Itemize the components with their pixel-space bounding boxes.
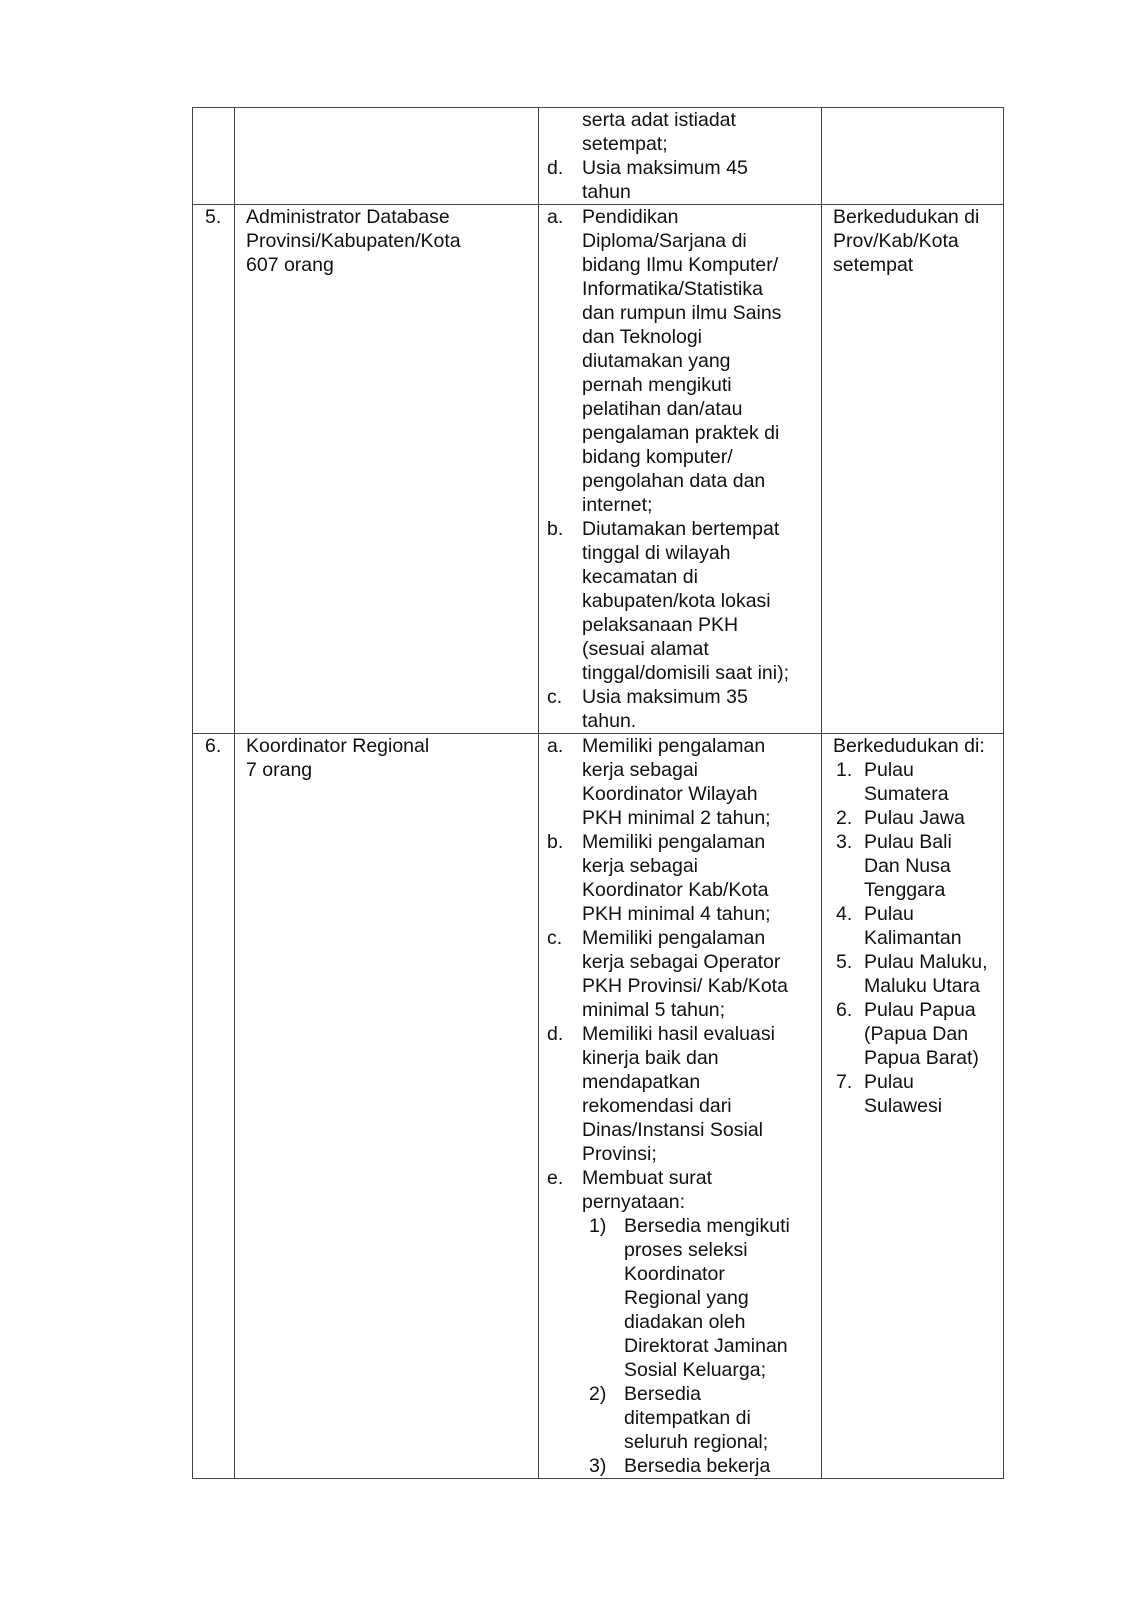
- text-line: rekomendasi dari: [582, 1095, 732, 1117]
- position-cell: [235, 205, 539, 734]
- text-line: kinerja baik dan: [582, 1047, 719, 1069]
- text-line: dan Teknologi: [582, 326, 702, 348]
- table-row-continuation: [193, 108, 1004, 205]
- text-line: pengalaman praktek di: [582, 422, 780, 444]
- text-line: PKH minimal 2 tahun;: [582, 807, 771, 829]
- location-item: [833, 902, 993, 950]
- text-line: Koordinator: [624, 1263, 725, 1285]
- row-number: 5.: [193, 205, 235, 734]
- location-marker: 1.: [836, 759, 853, 781]
- text-line: Koordinator Wilayah: [582, 783, 758, 805]
- position-title: Koordinator Regional: [246, 735, 430, 757]
- text-line: Usia maksimum 35: [582, 686, 748, 708]
- location-item: [833, 998, 993, 1070]
- text-line: Usia maksimum 45: [582, 157, 748, 179]
- location-marker: 4.: [836, 903, 853, 925]
- text-line: Regional yang: [624, 1287, 749, 1309]
- text-line: kerja sebagai: [582, 759, 698, 781]
- table-row: [193, 205, 1004, 734]
- location-item: [833, 1070, 993, 1118]
- text-line: bidang komputer/: [582, 446, 733, 468]
- statement-marker: 3): [589, 1455, 607, 1477]
- location-text: Prov/Kab/Kota: [833, 230, 959, 252]
- text-line: kerja sebagai Operator: [582, 951, 781, 973]
- requirement-item: [547, 1166, 817, 1214]
- location-marker: 6.: [836, 999, 853, 1021]
- text-line: tinggal/domisili saat ini);: [582, 662, 790, 684]
- text-line: Provinsi;: [582, 1143, 657, 1165]
- item-marker: e.: [547, 1167, 564, 1189]
- text-line: Sulawesi: [864, 1095, 943, 1117]
- location-cell: [822, 108, 1004, 205]
- text-line: Bersedia: [624, 1383, 701, 1405]
- text-line: dan rumpun ilmu Sains: [582, 302, 782, 324]
- requirement-item: [547, 685, 817, 733]
- text-line: Pulau Papua: [864, 999, 976, 1021]
- item-marker: b.: [547, 831, 564, 853]
- text-line: Kalimantan: [864, 927, 962, 949]
- text-line: kabupaten/kota lokasi: [582, 590, 771, 612]
- statement-marker: 2): [589, 1383, 607, 1405]
- text-line: kecamatan di: [582, 566, 698, 588]
- location-marker: 5.: [836, 951, 853, 973]
- text-line: pernyataan:: [582, 1191, 685, 1213]
- text-line: pengolahan data dan: [582, 470, 766, 492]
- text-line: Dan Nusa: [864, 855, 951, 877]
- position-quota: 7 orang: [246, 759, 313, 781]
- requirements-cell: [539, 108, 822, 205]
- location-item: [833, 758, 993, 806]
- requirement-item: [547, 517, 817, 685]
- item-marker: b.: [547, 518, 564, 540]
- text-line: Tenggara: [864, 879, 946, 901]
- requirement-item: [547, 734, 817, 830]
- requirement-item: [547, 205, 817, 517]
- location-item: [833, 950, 993, 998]
- item-marker: d.: [547, 1023, 564, 1045]
- requirement-item: [547, 926, 817, 1022]
- position-title: Provinsi/Kabupaten/Kota: [246, 230, 461, 252]
- text-line: mendapatkan: [582, 1071, 701, 1093]
- text-line: tahun.: [582, 710, 637, 732]
- position-title: Administrator Database: [246, 206, 450, 228]
- requirement-item: [547, 830, 817, 926]
- text-line: Sosial Keluarga;: [624, 1359, 767, 1381]
- text-line: Membuat surat: [582, 1167, 713, 1189]
- text-line: Pulau Jawa: [864, 807, 965, 829]
- item-marker: c.: [547, 686, 563, 708]
- text-line: Memiliki pengalaman: [582, 831, 766, 853]
- statement-item: [547, 1454, 817, 1478]
- text-line: (Papua Dan: [864, 1023, 969, 1045]
- text-line: Bersedia mengikuti: [624, 1215, 790, 1237]
- text-line: Maluku Utara: [864, 975, 980, 997]
- text-line: Pulau: [864, 759, 914, 781]
- text-line: pelaksanaan PKH: [582, 614, 739, 636]
- requirement-item: [547, 1022, 817, 1166]
- table-row: [193, 734, 1004, 1479]
- text-line: Bersedia bekerja: [624, 1455, 771, 1477]
- text-line: Diutamakan bertempat: [582, 518, 780, 540]
- text-line: Koordinator Kab/Kota: [582, 879, 769, 901]
- item-marker: d.: [547, 157, 564, 179]
- requirement-item: [547, 156, 817, 204]
- location-cell: [822, 734, 1004, 1479]
- text-line: diadakan oleh: [624, 1311, 746, 1333]
- text-line: minimal 5 tahun;: [582, 999, 726, 1021]
- text-line: setempat;: [582, 133, 668, 155]
- location-cell: [822, 205, 1004, 734]
- text-line: kerja sebagai: [582, 855, 698, 877]
- requirements-table: [192, 107, 1004, 1479]
- item-marker: a.: [547, 735, 564, 757]
- text-line: tinggal di wilayah: [582, 542, 731, 564]
- statement-marker: 1): [589, 1215, 607, 1237]
- text-line: Pulau: [864, 1071, 914, 1093]
- statement-item: [547, 1382, 817, 1454]
- text-line: tahun: [582, 181, 631, 203]
- continued-text: [547, 108, 817, 156]
- text-line: ditempatkan di: [624, 1407, 751, 1429]
- item-marker: c.: [547, 927, 563, 949]
- text-line: (sesuai alamat: [582, 638, 709, 660]
- text-line: Pulau Bali: [864, 831, 952, 853]
- number-cell: [193, 108, 235, 205]
- text-line: Diploma/Sarjana di: [582, 230, 747, 252]
- location-text: Berkedudukan di: [833, 206, 980, 228]
- location-item: [833, 830, 993, 902]
- text-line: seluruh regional;: [624, 1431, 769, 1453]
- text-line: Pendidikan: [582, 206, 679, 228]
- text-line: pelatihan dan/atau: [582, 398, 743, 420]
- text-line: bidang Ilmu Komputer/: [582, 254, 779, 276]
- position-cell: [235, 734, 539, 1479]
- text-line: Memiliki hasil evaluasi: [582, 1023, 775, 1045]
- text-line: internet;: [582, 494, 653, 516]
- item-marker: a.: [547, 206, 564, 228]
- requirements-cell: [539, 734, 822, 1479]
- text-line: Pulau: [864, 903, 914, 925]
- text-line: Memiliki pengalaman: [582, 927, 766, 949]
- location-marker: 7.: [836, 1071, 853, 1093]
- location-item: [833, 806, 993, 830]
- text-line: pernah mengikuti: [582, 374, 732, 396]
- text-line: Direktorat Jaminan: [624, 1335, 788, 1357]
- position-quota: 607 orang: [246, 254, 334, 276]
- text-line: Papua Barat): [864, 1047, 979, 1069]
- text-line: PKH minimal 4 tahun;: [582, 903, 771, 925]
- location-heading: Berkedudukan di:: [833, 735, 985, 757]
- requirements-cell: [539, 205, 822, 734]
- location-text: setempat: [833, 254, 914, 276]
- text-line: Informatika/Statistika: [582, 278, 763, 300]
- text-line: serta adat istiadat: [582, 109, 736, 131]
- text-line: Pulau Maluku,: [864, 951, 988, 973]
- row-number: 6.: [193, 734, 235, 1479]
- text-line: PKH Provinsi/ Kab/Kota: [582, 975, 788, 997]
- text-line: Sumatera: [864, 783, 949, 805]
- position-cell: [235, 108, 539, 205]
- statement-item: [547, 1214, 817, 1382]
- location-marker: 3.: [836, 831, 853, 853]
- location-marker: 2.: [836, 807, 853, 829]
- text-line: diutamakan yang: [582, 350, 731, 372]
- text-line: Memiliki pengalaman: [582, 735, 766, 757]
- text-line: Dinas/Instansi Sosial: [582, 1119, 764, 1141]
- text-line: proses seleksi: [624, 1239, 748, 1261]
